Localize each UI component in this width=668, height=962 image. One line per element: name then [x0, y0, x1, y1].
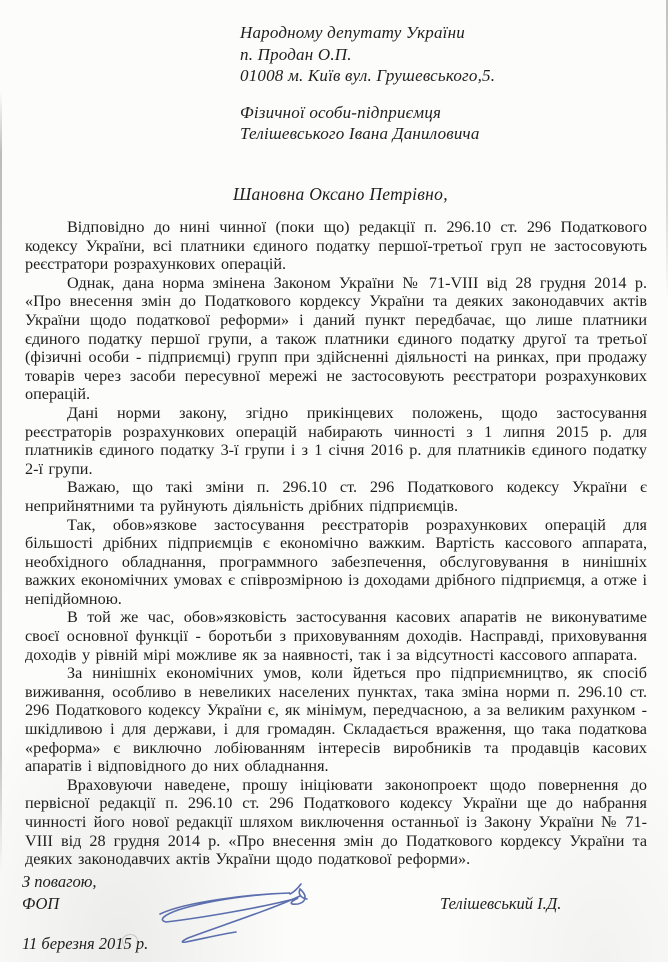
- salutation: Шановна Оксано Петрівно,: [233, 184, 448, 204]
- closing-date: 11 березня 2015 р.: [22, 934, 149, 953]
- closing-regards: З повагою,: [22, 872, 97, 891]
- paragraph-5: Так, обов»язкове застосування реєстраторів розрахункових операцій для більшості дрібних підприємців є економічно важким. Вартість кассового аппарата, необхідного обладнання, программного забезпечення, обслуговування в нинішніх важких економічних умовах є співрозмірною із доходами дрібного підприємця, а отже і непідйомною.: [25, 515, 647, 608]
- handwritten-signature-icon: [140, 872, 460, 952]
- paragraph-6: В той же час, обов»язковість застосування касових апаратів не виконуватиме своєї основної функції - боротьби з приховуванням доходів. Насправді, приховування доходів у рівній мірі можливе як за наявності, так і за відсутності кассового аппарата.: [25, 608, 647, 664]
- paragraph-1: Відповідно до нині чинної (поки що) редакції п. 296.10 ст. 296 Податкового кодексу України, всі платники єдиного податку першої-третьої груп не застосовують реєстратори розрахункових операцій.: [25, 218, 647, 274]
- recipient-line-3: 01008 м. Київ вул. Грушевського,5.: [240, 66, 496, 85]
- paragraph-7: За нинішніх економічних умов, коли йдеться про підприємництво, як спосіб виживання, особливо в невеликих населених пунктах, така зміна норми п. 296.10 ст. 296 Податкового кодексу України є, як мінімум, передчасною, а за великим рахунком - шкідливою і для держави, і для громадян. Складається враження, що така податкова «реформа» є виключно лобіюванням інтересів виробників та продавців касових апаратів і відповідного до них обладнання.: [25, 664, 647, 776]
- closing-title: ФОП: [22, 894, 60, 913]
- recipient-line-1: Народному депутату України: [240, 23, 465, 42]
- sender-line-2: Телішевського Івана Даниловича: [240, 124, 480, 143]
- closing-signatory: Телішевський І.Д.: [440, 894, 562, 913]
- paragraph-8: Враховуючи наведене, прошу ініціювати законопроект щодо повернення до первісної редакції п. 296.10 ст. 296 Податкового кодексу України ще до набрання чинності його нової редакції шляхом виключення останньої із Закону України № 71-VIII від 28 грудня 2014 р. «Про внесення змін до Податкового кордексу України та деяких законодавчих актів України щодо податкової реформи».: [25, 775, 647, 869]
- paragraph-3: Дані норми закону, згідно прикінцевих положень, щодо застосування реєстраторів розрахункових операцій набирають чинності з 1 липня 2015 р. для платників єдиного податку 3-ї групи і з 1 січня 2016 р. для платників єдиного податку 2-ї групи.: [25, 403, 647, 478]
- sender-line-1: Фізичної особи-підприємця: [240, 102, 442, 122]
- recipient-line-2: п. Продан О.П.: [240, 44, 352, 64]
- paragraph-2: Однак, дана норма змінена Законом України № 71-VIII від 28 грудня 2014 р. «Про внесення змін до Податкового кордексу України та деяких законодавчих актів України щодо податкової реформи» і даний пункт передбачає, що лише платники єдиного податку першої групи, а також платники єдиного податку другої та третьої (фізичні особи - підприємці) групп при здійсненні діяльності на ринках, при продажу товарів через засоби пересувної мережі не застосовують реєстратори розрахункових операцій.: [25, 273, 647, 404]
- paragraph-4: Важаю, що такі зміни п. 296.10 ст. 296 Податкового кодексу України є неприйнятними та руйнують діяльність дрібних підприємців.: [25, 478, 647, 515]
